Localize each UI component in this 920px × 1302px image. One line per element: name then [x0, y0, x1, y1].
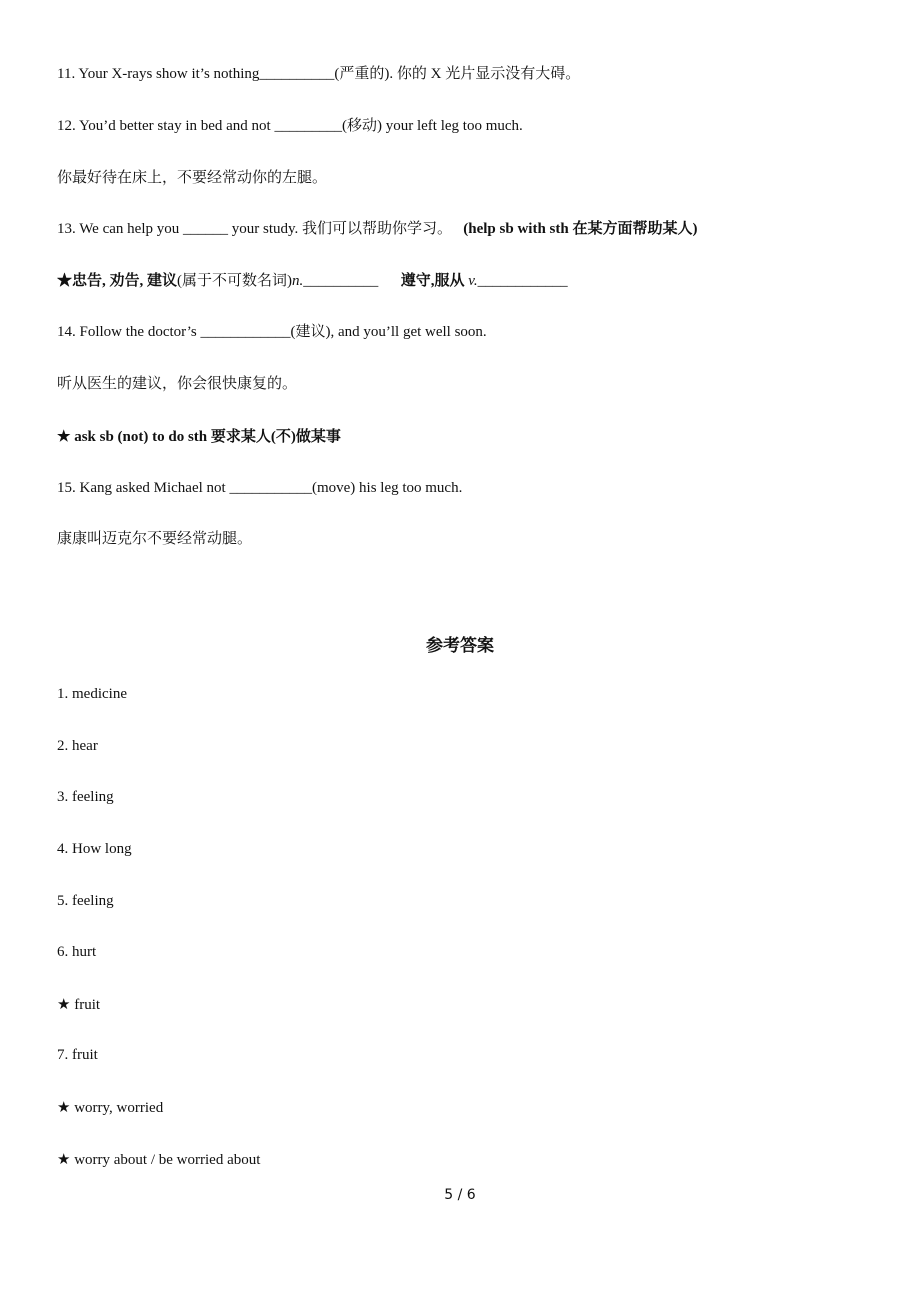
- vocab-note-follow-blank2: ____________: [477, 273, 568, 289]
- question-13-text: 13. We can help you ______ your study. 我们可以帮助你学习。: [57, 221, 453, 237]
- vocab-note-follow-pos-v: v.: [468, 273, 478, 289]
- answer-item: ★ worry, worried: [57, 1100, 164, 1116]
- question-12-translation: 你最好待在床上，不要经常动你的左腿。: [57, 170, 328, 186]
- vocab-note-advice-blank1: __________: [303, 273, 379, 289]
- vocab-note-advice-head: ★忠告, 劝告, 建议: [57, 273, 178, 289]
- answer-item: ★ worry about / be worried about: [57, 1152, 261, 1168]
- vocab-note-follow-head: 遵守,服从: [400, 273, 465, 289]
- question-14: 14. Follow the doctor’s ____________(建议), and you’ll get well soon.: [57, 324, 487, 340]
- question-11: 11. Your X-rays show it’s nothing__________(严重的). 你的 X 光片显示没有大碍。: [57, 66, 581, 82]
- vocab-note-advice-pos-n: n.: [292, 273, 304, 289]
- answers-title: 参考答案: [426, 636, 494, 655]
- answer-item: 7. fruit: [57, 1047, 98, 1063]
- question-12: 12. You’d better stay in bed and not _________(移动) your left leg too much.: [57, 118, 523, 134]
- question-15: 15. Kang asked Michael not ___________(move) his leg too much.: [57, 480, 463, 496]
- vocab-note-advice: [57, 271, 568, 291]
- question-13: [57, 219, 697, 239]
- answer-item: 6. hurt: [57, 944, 97, 960]
- vocab-note-advice-paren: (属于不可数名词): [177, 273, 293, 289]
- page-number: 5 / 6: [444, 1187, 476, 1203]
- question-15-translation: 康康叫迈克尔不要经常动腿。: [57, 531, 253, 547]
- answer-item: 4. How long: [57, 841, 132, 857]
- answer-item: ★ fruit: [57, 997, 101, 1013]
- question-14-translation: 听从医生的建议，你会很快康复的。: [57, 376, 298, 392]
- vocab-note-ask: ★ ask sb (not) to do sth 要求某人(不)做某事: [57, 429, 341, 445]
- answer-item: 2. hear: [57, 738, 98, 754]
- answer-item: 5. feeling: [57, 893, 114, 909]
- answer-item: 1. medicine: [57, 686, 127, 702]
- answer-item: 3. feeling: [57, 789, 114, 805]
- question-13-note: (help sb with sth 在某方面帮助某人): [463, 221, 698, 237]
